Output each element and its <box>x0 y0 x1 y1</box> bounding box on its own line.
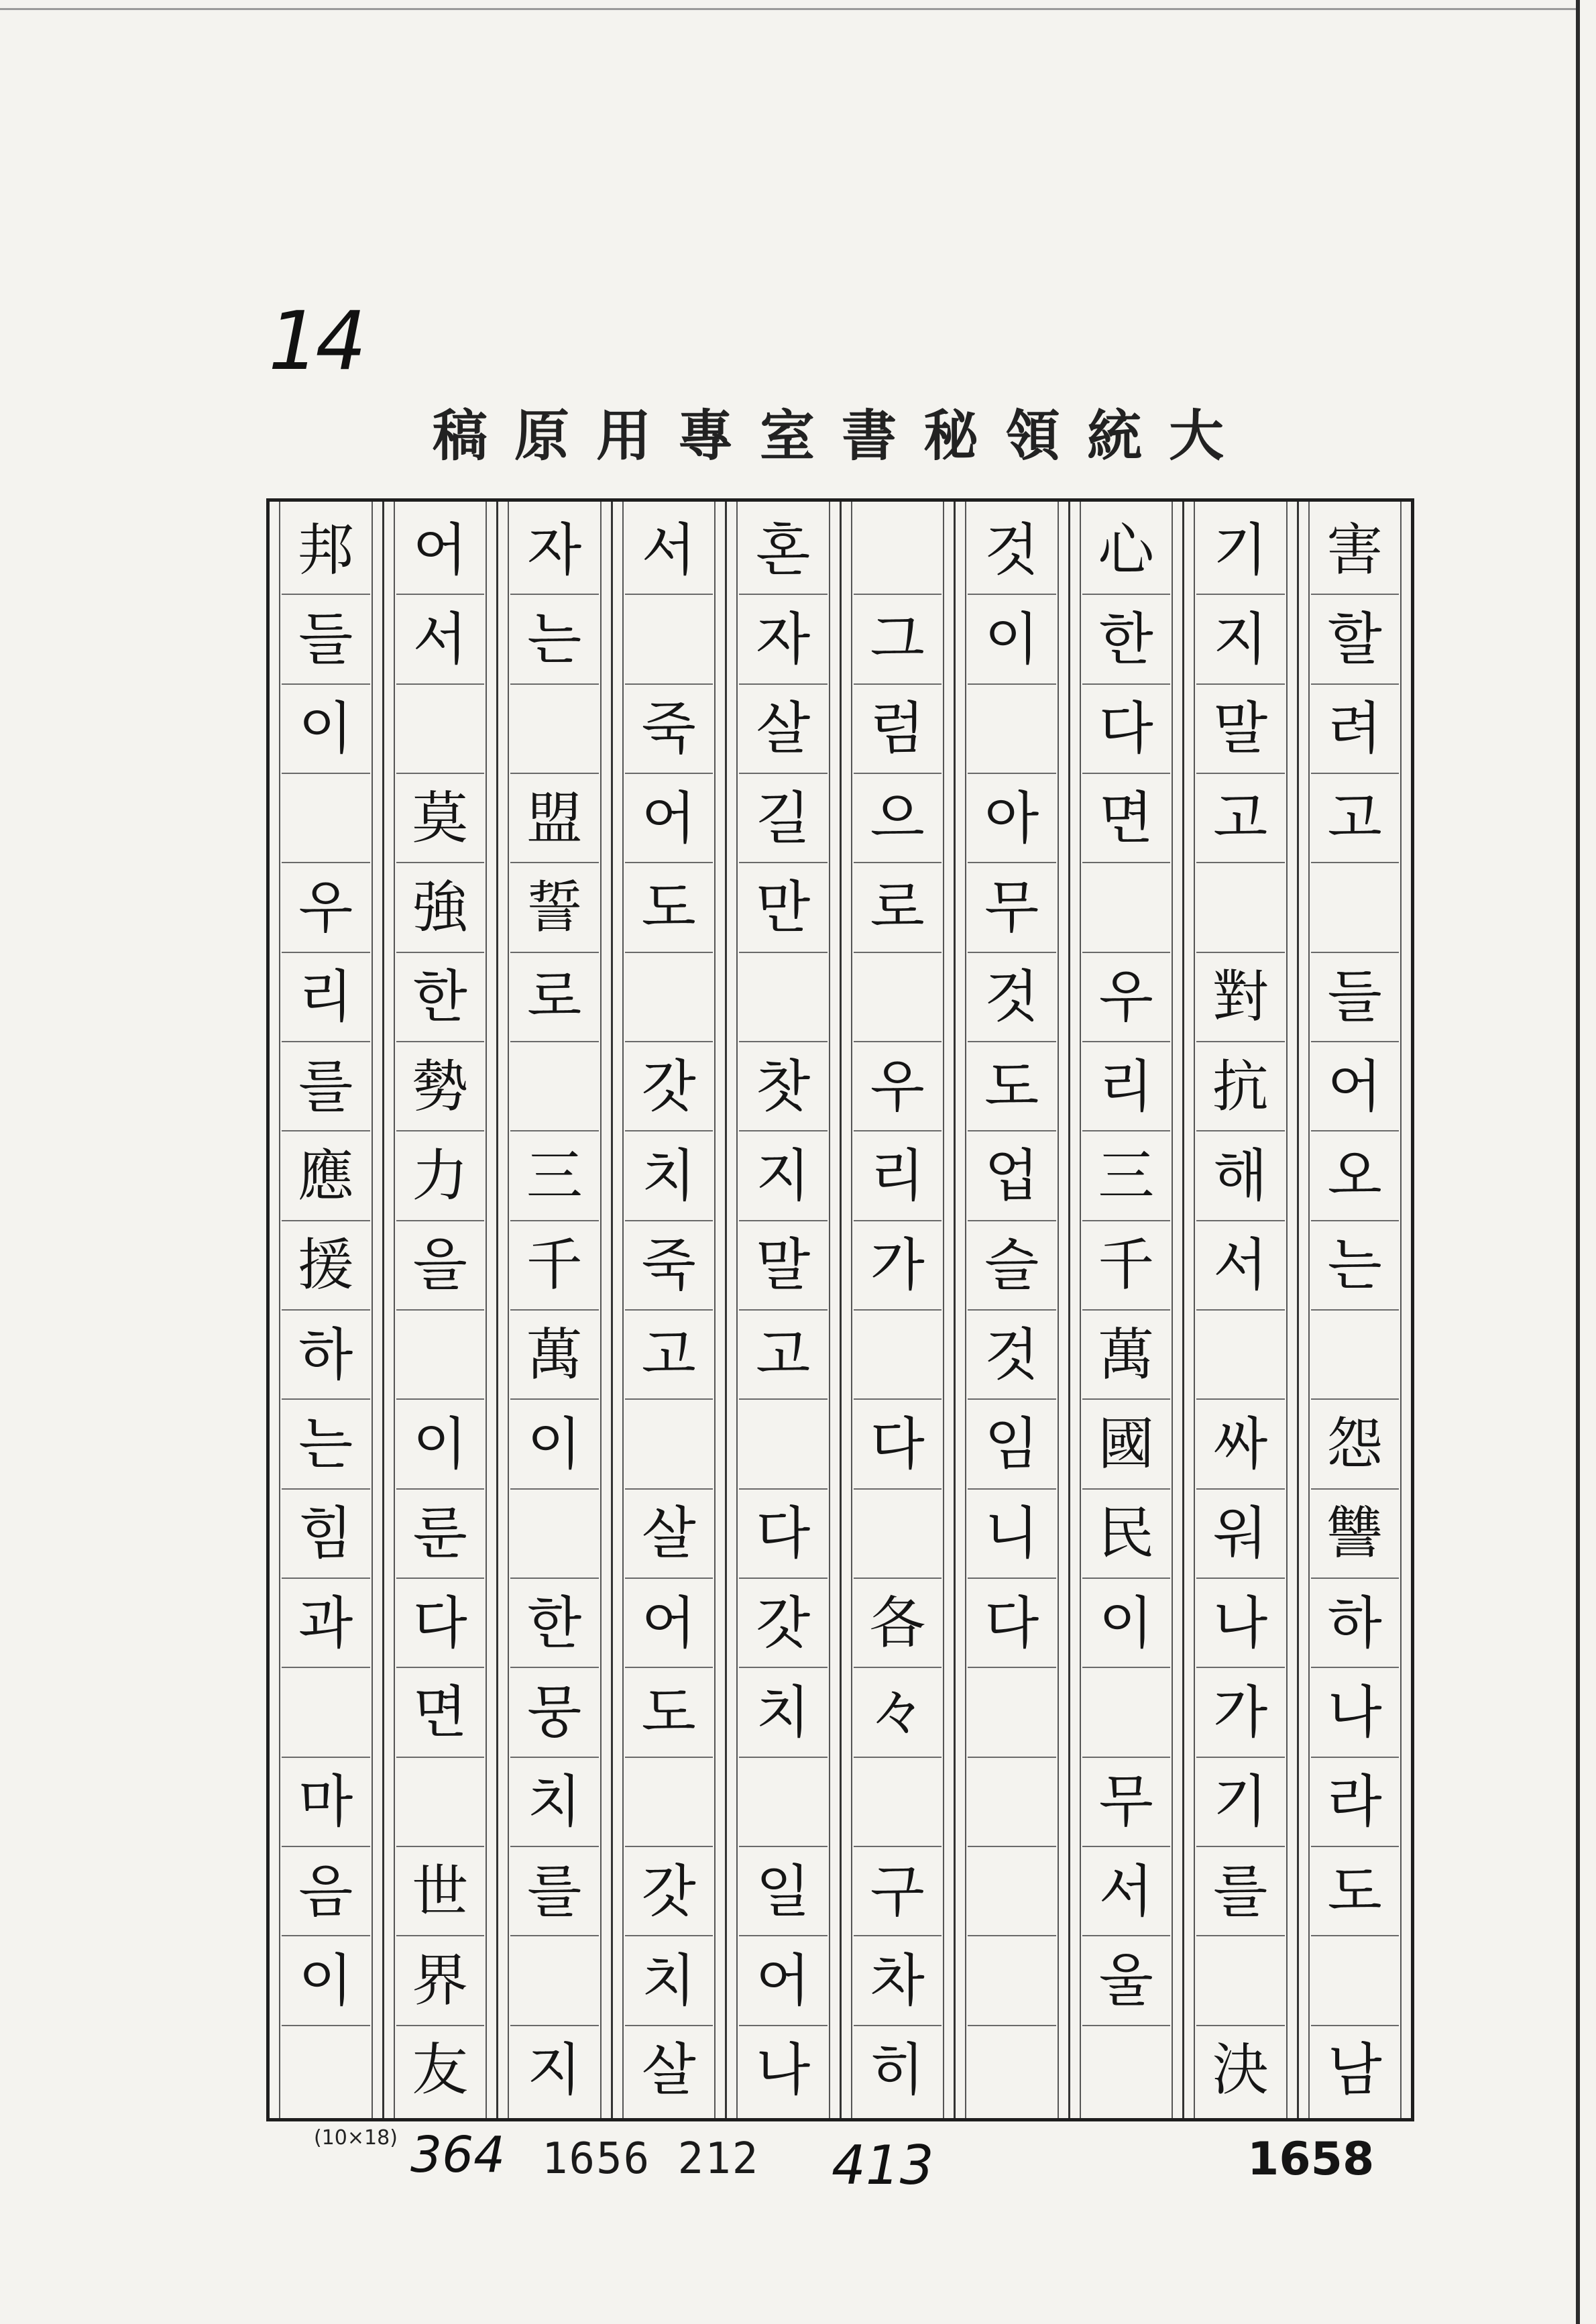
manuscript-cell: 應 <box>282 1131 370 1221</box>
manuscript-column <box>1297 502 1412 2118</box>
manuscript-cell: 지 <box>739 1131 828 1221</box>
manuscript-cell: 이 <box>510 1400 599 1489</box>
manuscript-cell: 살 <box>739 685 828 774</box>
manuscript-cell <box>968 1847 1056 1936</box>
manuscript-cell: 히 <box>870 2037 925 2103</box>
manuscript-cell <box>968 1758 1056 1847</box>
manuscript-cell: 것 <box>968 953 1056 1042</box>
manuscript-cell <box>739 953 828 1042</box>
manuscript-cell: 千 <box>1082 1221 1171 1311</box>
manuscript-cell: 力 <box>396 1131 485 1221</box>
manuscript-cell: 이 <box>968 595 1056 684</box>
manuscript-cell <box>396 1758 485 1847</box>
manuscript-cell: 아 <box>968 774 1056 863</box>
manuscript-cell: 기 <box>1196 1758 1285 1847</box>
manuscript-cell: 三 <box>1082 1131 1171 1221</box>
manuscript-cell: 어 <box>739 1936 828 2026</box>
manuscript-cell: 무 <box>968 863 1056 952</box>
handwritten-page-number: 14 <box>268 295 363 388</box>
manuscript-cell: 이 <box>1082 1579 1171 1668</box>
manuscript-cell: 살 <box>641 2037 696 2103</box>
manuscript-cell: 오 <box>1311 1131 1400 1221</box>
handwritten-archive-number: 364 <box>410 2126 506 2184</box>
manuscript-cell: 서 <box>625 506 714 595</box>
manuscript-cell: 들 <box>282 595 370 684</box>
manuscript-cell <box>396 685 485 774</box>
manuscript-cell: 어 <box>1311 1042 1400 1131</box>
paper-format-label: (10×18) <box>314 2126 398 2150</box>
manuscript-cell <box>625 953 714 1042</box>
manuscript-cell: 서 <box>396 595 485 684</box>
manuscript-cell: 다 <box>968 1579 1056 1668</box>
manuscript-column <box>1068 502 1183 2118</box>
manuscript-cell: 리 <box>282 953 370 1042</box>
manuscript-cell: 살 <box>625 1490 714 1579</box>
manuscript-cell <box>1196 1936 1285 2026</box>
manuscript-cell: 슬 <box>968 1221 1056 1311</box>
manuscript-cell: 길 <box>739 774 828 863</box>
manuscript-cell: 々 <box>854 1668 942 1757</box>
manuscript-cell: 로 <box>510 953 599 1042</box>
page-top-edge <box>0 8 1576 10</box>
manuscript-cell: 어 <box>625 774 714 863</box>
manuscript-cell: 말 <box>1196 685 1285 774</box>
manuscript-cell: 죽 <box>625 685 714 774</box>
manuscript-cell: 워 <box>1196 1490 1285 1579</box>
manuscript-cell: 지 <box>527 2037 582 2103</box>
manuscript-cell: 이 <box>396 1400 485 1489</box>
manuscript-cell <box>625 1400 714 1489</box>
page-right-edge <box>1576 0 1580 2324</box>
manuscript-cell: 나 <box>756 2037 811 2103</box>
manuscript-cell: 니 <box>968 1490 1056 1579</box>
manuscript-cell: 힘 <box>282 1490 370 1579</box>
stamped-code: 1658 <box>1247 2133 1375 2186</box>
manuscript-cell: 업 <box>968 1131 1056 1221</box>
manuscript-cell: 對 <box>1196 953 1285 1042</box>
manuscript-cell <box>739 1758 828 1847</box>
manuscript-cell <box>968 2026 1056 2114</box>
manuscript-cell: 고 <box>1196 774 1285 863</box>
manuscript-cell: 이 <box>282 685 370 774</box>
manuscript-cell: 우 <box>854 1042 942 1131</box>
manuscript-cell <box>739 1400 828 1489</box>
manuscript-cell <box>1082 1668 1171 1757</box>
manuscript-cell: 을 <box>396 1221 485 1311</box>
manuscript-cell: 차 <box>854 1936 942 2026</box>
handwritten-folio-number: 413 <box>832 2134 934 2197</box>
manuscript-cell: 萬 <box>510 1311 599 1400</box>
manuscript-cell: 지 <box>1196 595 1285 684</box>
manuscript-cell: 各 <box>854 1579 942 1668</box>
manuscript-column <box>496 502 611 2118</box>
manuscript-cell: 하 <box>282 1311 370 1400</box>
manuscript-cell: 莫 <box>396 774 485 863</box>
manuscript-cell: 도 <box>1311 1847 1400 1936</box>
manuscript-cell: 고 <box>625 1311 714 1400</box>
manuscript-cell: 것 <box>968 506 1056 595</box>
manuscript-cell: 抗 <box>1196 1042 1285 1131</box>
manuscript-cell <box>282 2026 370 2114</box>
manuscript-column <box>954 502 1068 2118</box>
manuscript-cell: 援 <box>282 1221 370 1311</box>
manuscript-cell: 怨 <box>1311 1400 1400 1489</box>
manuscript-cell: 말 <box>739 1221 828 1311</box>
manuscript-cell: 誓 <box>510 863 599 952</box>
manuscript-cell: 려 <box>1311 685 1400 774</box>
manuscript-cell: 만 <box>739 863 828 952</box>
manuscript-cell: 서 <box>1196 1221 1285 1311</box>
manuscript-cell: 勢 <box>396 1042 485 1131</box>
manuscript-cell: 럼 <box>854 685 942 774</box>
manuscript-cell: 무 <box>1082 1758 1171 1847</box>
manuscript-cell: 과 <box>282 1579 370 1668</box>
manuscript-cell: 리 <box>1082 1042 1171 1131</box>
manuscript-cell <box>1082 863 1171 952</box>
manuscript-cell: 면 <box>396 1668 485 1757</box>
manuscript-cell: 決 <box>1212 2037 1269 2103</box>
manuscript-column <box>611 502 726 2118</box>
manuscript-cell: 찻 <box>739 1042 828 1131</box>
manuscript-cell: 해 <box>1196 1131 1285 1221</box>
manuscript-cell <box>282 774 370 863</box>
manuscript-cell: 友 <box>412 2037 469 2103</box>
manuscript-cell <box>625 595 714 684</box>
manuscript-cell: 치 <box>625 1936 714 2026</box>
manuscript-cell: 것 <box>968 1311 1056 1400</box>
manuscript-cell: 그 <box>854 595 942 684</box>
manuscript-cell: 어 <box>625 1579 714 1668</box>
manuscript-cell <box>1311 1311 1400 1400</box>
manuscript-cell: 界 <box>396 1936 485 2026</box>
manuscript-cell: 갓 <box>625 1847 714 1936</box>
manuscript-cell: 도 <box>625 1668 714 1757</box>
manuscript-cell: 라 <box>1311 1758 1400 1847</box>
manuscript-cell <box>854 1758 942 1847</box>
manuscript-cell: 치 <box>625 1131 714 1221</box>
manuscript-cell: 가 <box>1196 1668 1285 1757</box>
manuscript-cell: 讐 <box>1311 1490 1400 1579</box>
manuscript-column <box>1182 502 1297 2118</box>
manuscript-column <box>382 502 497 2118</box>
manuscript-cell: 로 <box>854 863 942 952</box>
manuscript-cell <box>1311 1936 1400 2026</box>
manuscript-cell: 어 <box>396 506 485 595</box>
manuscript-grid <box>266 498 1414 2121</box>
manuscript-cell: 음 <box>282 1847 370 1936</box>
manuscript-cell <box>510 1936 599 2026</box>
manuscript-cell: 들 <box>1311 953 1400 1042</box>
manuscript-cell <box>968 1668 1056 1757</box>
manuscript-cell: 도 <box>968 1042 1056 1131</box>
manuscript-cell: 한 <box>396 953 485 1042</box>
manuscript-cell: 울 <box>1082 1936 1171 2026</box>
manuscript-cell: 서 <box>1082 1847 1171 1936</box>
manuscript-column <box>725 502 840 2118</box>
manuscript-cell <box>1196 863 1285 952</box>
manuscript-cell: 를 <box>510 1847 599 1936</box>
manuscript-cell: 도 <box>625 863 714 952</box>
manuscript-cell: 자 <box>739 595 828 684</box>
manuscript-cell <box>396 1311 485 1400</box>
manuscript-cell: 갓 <box>625 1042 714 1131</box>
manuscript-cell: 일 <box>739 1847 828 1936</box>
manuscript-cell: 치 <box>510 1758 599 1847</box>
manuscript-cell: 다 <box>854 1400 942 1489</box>
manuscript-cell: 千 <box>510 1221 599 1311</box>
manuscript-cell: 國 <box>1082 1400 1171 1489</box>
manuscript-cell: 임 <box>968 1400 1056 1489</box>
manuscript-cell: 죽 <box>625 1221 714 1311</box>
manuscript-cell: 한 <box>510 1579 599 1668</box>
manuscript-cell: 우 <box>1082 953 1171 1042</box>
manuscript-cell: 할 <box>1311 595 1400 684</box>
manuscript-cell: 룬 <box>396 1490 485 1579</box>
manuscript-cell: 다 <box>1082 685 1171 774</box>
manuscript-cell <box>510 1490 599 1579</box>
manuscript-cell <box>968 685 1056 774</box>
manuscript-cell: 強 <box>396 863 485 952</box>
manuscript-cell <box>510 685 599 774</box>
manuscript-cell: 害 <box>1311 506 1400 595</box>
manuscript-cell: 를 <box>282 1042 370 1131</box>
manuscript-cell <box>510 1042 599 1131</box>
manuscript-cell <box>1311 863 1400 952</box>
manuscript-cell: 우 <box>282 863 370 952</box>
manuscript-cell <box>625 1758 714 1847</box>
manuscript-cell: 고 <box>1311 774 1400 863</box>
manuscript-cell: 다 <box>396 1579 485 1668</box>
manuscript-cell: 혼 <box>739 506 828 595</box>
manuscript-cell: 갓 <box>739 1579 828 1668</box>
manuscript-cell: 가 <box>854 1221 942 1311</box>
manuscript-cell: 치 <box>739 1668 828 1757</box>
manuscript-cell: 고 <box>739 1311 828 1400</box>
manuscript-cell: 나 <box>1311 1668 1400 1757</box>
manuscript-column <box>840 502 954 2118</box>
manuscript-cell: 民 <box>1082 1490 1171 1579</box>
manuscript-cell: 는 <box>1311 1221 1400 1311</box>
manuscript-cell: 뭉 <box>510 1668 599 1757</box>
manuscript-header: 大統領秘書室專用原稿 <box>432 404 1251 468</box>
manuscript-cell <box>854 1311 942 1400</box>
manuscript-cell: 나 <box>1196 1579 1285 1668</box>
manuscript-cell: 三 <box>510 1131 599 1221</box>
manuscript-cell: 기 <box>1196 506 1285 595</box>
manuscript-cell <box>854 506 942 595</box>
manuscript-cell: 世 <box>396 1847 485 1936</box>
manuscript-cell <box>1082 2026 1171 2114</box>
archive-serial-number: 1656 212 <box>542 2134 760 2184</box>
manuscript-cell: 자 <box>510 506 599 595</box>
manuscript-cell: 면 <box>1082 774 1171 863</box>
manuscript-cell: 싸 <box>1196 1400 1285 1489</box>
manuscript-cell: 는 <box>282 1400 370 1489</box>
manuscript-cell: 다 <box>739 1490 828 1579</box>
manuscript-cell: 하 <box>1311 1579 1400 1668</box>
manuscript-cell: 이 <box>282 1936 370 2026</box>
manuscript-cell: 盟 <box>510 774 599 863</box>
manuscript-cell <box>282 1668 370 1757</box>
manuscript-cell: 한 <box>1082 595 1171 684</box>
manuscript-cell <box>854 1490 942 1579</box>
manuscript-cell: 心 <box>1082 506 1171 595</box>
manuscript-cell: 萬 <box>1082 1311 1171 1400</box>
manuscript-cell: 邦 <box>282 506 370 595</box>
manuscript-cell: 를 <box>1196 1847 1285 1936</box>
manuscript-cell <box>968 1936 1056 2026</box>
manuscript-cell <box>1196 1311 1285 1400</box>
manuscript-cell: 구 <box>854 1847 942 1936</box>
manuscript-cell: 리 <box>854 1131 942 1221</box>
manuscript-cell: 마 <box>282 1758 370 1847</box>
manuscript-cell <box>854 953 942 1042</box>
manuscript-cell: 남 <box>1327 2037 1382 2103</box>
manuscript-cell: 는 <box>510 595 599 684</box>
manuscript-column <box>270 502 382 2118</box>
manuscript-cell: 으 <box>854 774 942 863</box>
